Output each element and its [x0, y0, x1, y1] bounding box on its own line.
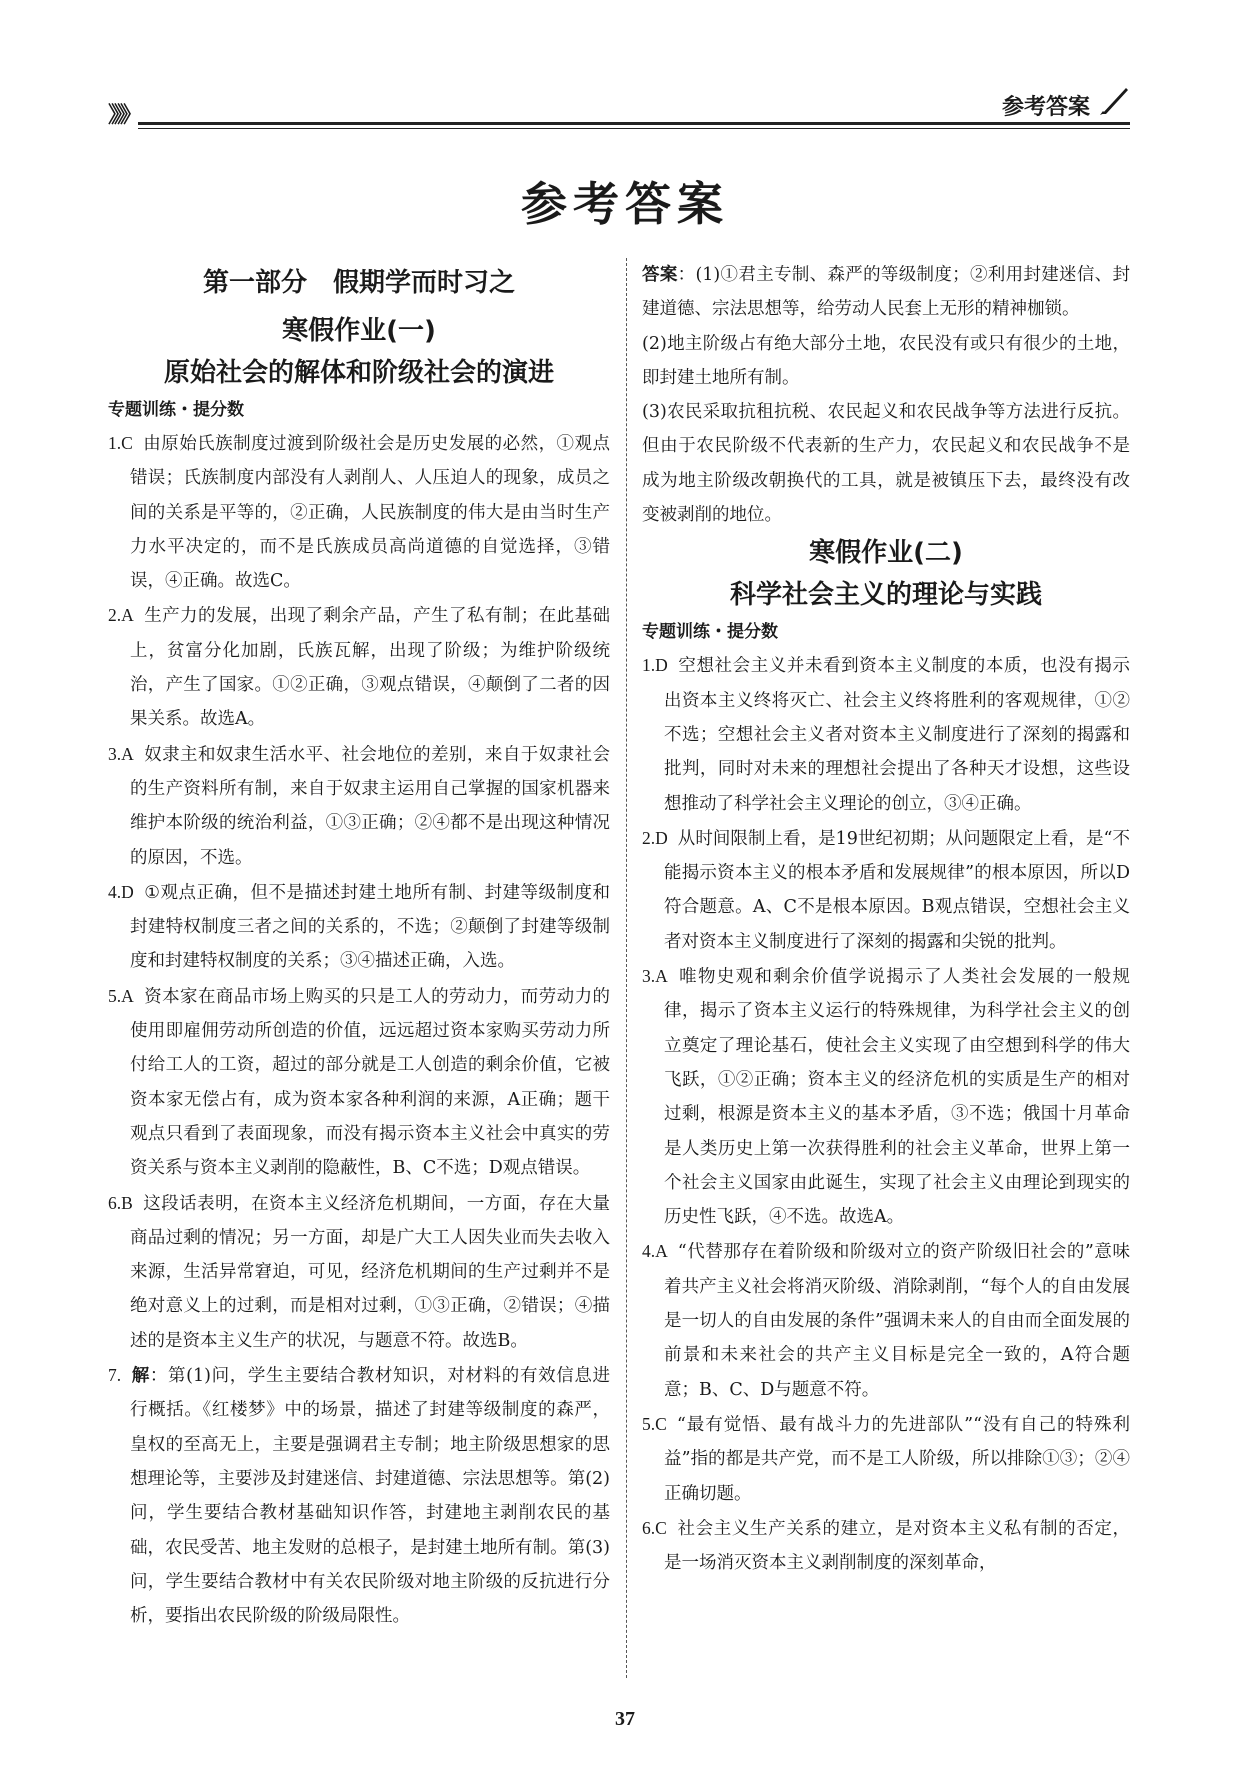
item-text: 由原始氏族制度过渡到阶级社会是历史发展的必然，①观点错误；氏族制度内部没有人剥削人、人压迫人的现象，成员之间的关系是平等的，②正确，人民族制度的伟大是由当时生产力水平决定的，而不是氏族成员高尚道德的自觉选择，③错误，④正确。故选C。 — [130, 434, 610, 592]
answer-item — [642, 1511, 1130, 1581]
topic-title: 科学社会主义的理论与实践 — [729, 580, 1042, 611]
page-header — [108, 84, 1130, 128]
answer-item — [108, 737, 610, 875]
item-text: 生产力的发展，出现了剩余产品，产生了私有制；在此基础上，贫富分化加剧，氏族瓦解，出现了阶级；为维护阶级统治，产生了国家。①②正确，③观点错误，④颠倒了二者的因果关系。故选A。 — [130, 606, 610, 730]
right-column — [642, 258, 1130, 1580]
item-text: 资本家在商品市场上购买的只是工人的劳动力，而劳动力的使用即雇佣劳动所创造的价值，远远超过资本家购买劳动力所付给工人的工资，超过的部分就是工人创造的剩余价值，它被资本家无偿占有，成为资本家各种利润的来源，A正确；题干观点只看到了表面现象，而没有揭示资本主义社会中真实的劳资关系与资本主义剥削的隐蔽性，B、C不选；D观点错误。 — [130, 986, 610, 1179]
answer-item — [642, 1407, 1130, 1511]
item-number: 6.B — [108, 1192, 133, 1213]
answer-item — [642, 821, 1130, 959]
item-text: 这段话表明，在资本主义经济危机期间，一方面，存在大量商品过剩的情况；另一方面，却是广大工人因失业而失去收入来源，生活异常窘迫，可见，经济危机期间的生产过剩并不是绝对意义上的过剩，而是相对过剩，①③正确，②错误；④描述的是资本主义生产的状况，与题意不符。故选B。 — [130, 1193, 610, 1351]
item-number: 2.D — [642, 827, 668, 848]
part-title: 第一部分 假期学而时习之 — [202, 268, 515, 298]
homework-title: 寒假作业(一) — [282, 316, 436, 346]
answer-item — [642, 648, 1130, 820]
header-rule-thin — [138, 128, 1130, 129]
answer-item — [108, 1186, 610, 1358]
item-number: 1.C — [108, 433, 133, 453]
answer-item — [108, 1358, 610, 1633]
answer-item — [108, 426, 610, 598]
item-number: 4.A — [642, 1241, 668, 1262]
answer-text: ：(1)①君主专制、森严的等级制度；②利用封建迷信、封建道德、宗法思想等，给劳动人民套上无形的精神枷锁。 — [642, 265, 1130, 320]
item-text: ：第(1)问，学生主要结合教材知识，对材料的有效信息进行概括。《红楼梦》中的场景，描述了封建等级制度的森严，皇权的至高无上，主要是强调君主专制；地主阶级思想家的思想理论等，主要涉及封建迷信、封建道德、宗法思想等。第(2)问，学生要结合教材基础知识作答，封建地主剥削农民的基础，农民受苦、地主发财的总根子，是封建土地所有制。第(3)问，学生要结合教材中有关农民阶级对地主阶级的反抗进行分析，要指出农民阶级的阶级局限性。 — [130, 1366, 610, 1627]
answer-item — [108, 875, 610, 979]
header-rule — [138, 122, 1130, 125]
item-number: 5.A — [108, 985, 134, 1006]
item-text: “代替那存在着阶级和阶级对立的资产阶级旧社会的”意味着共产主义社会将消灭阶级、消除剥削，“每个人的自由发展是一切人的自由发展的条件”强调未来人的自由而全面发展的前景和未来社会的共产主义目标是完全一致的，A符合题意；B、C、D与题意不符。 — [664, 1242, 1130, 1400]
pen-icon — [1098, 84, 1130, 116]
section-label: 专题训练・提分数 — [642, 622, 778, 643]
answer-item — [108, 598, 610, 736]
column-divider — [626, 258, 627, 1678]
item-text: 空想社会主义并未看到资本主义制度的本质，也没有揭示出资本主义终将灭亡、社会主义终将胜利的客观规律，①②不选；空想社会主义者对资本主义制度进行了深刻的揭露和批判，同时对未来的理想社会提出了各种天才设想，这些设想推动了科学社会主义理论的创立，③④正确。 — [664, 656, 1130, 814]
page-title: 参考答案 — [521, 177, 729, 231]
answer-item — [642, 959, 1130, 1234]
item-number: 4.D — [108, 881, 134, 902]
item-number: 3.A — [108, 743, 134, 764]
item-number: 6.C — [642, 1517, 667, 1538]
answer-paragraph: (3)农民采取抗租抗税、农民起义和农民战争等方法进行反抗。但由于农民阶级不代表新的生产力，农民起义和农民战争不是成为地主阶级改朝换代的工具，就是被镇压下去，最终没有改变被剥削的地位。 — [642, 402, 1130, 526]
item-text: 唯物史观和剩余价值学说揭示了人类社会发展的一般规律，揭示了资本主义运行的特殊规律，为科学社会主义的创立奠定了理论基石，使社会主义实现了由空想到科学的伟大飞跃，①②正确；资本主义的经济危机的实质是生产的相对过剩，根源是资本主义的基本矛盾，③不选；俄国十月革命是人类历史上第一次获得胜利的社会主义革命，世界上第一个社会主义国家由此诞生，实现了社会主义由理论到现实的历史性飞跃，④不选。故选A。 — [664, 967, 1130, 1228]
homework-title: 寒假作业(二) — [809, 538, 963, 569]
left-column — [108, 258, 610, 1633]
answer-label: 答案 — [642, 265, 678, 285]
header-label: 参考答案 — [1001, 95, 1090, 120]
item-number: 5.C — [642, 1413, 667, 1434]
answer-item — [642, 1234, 1130, 1406]
item-text: 从时间限制上看，是19世纪初期；从问题限定上看，是“不能揭示资本主义的根本矛盾和发展规律”的根本原因，所以D符合题意。A、C不是根本原因。B观点错误，空想社会主义者对资本主义制度进行了深刻的揭露和尖锐的批判。 — [664, 828, 1130, 952]
solve-label: 解 — [131, 1366, 150, 1387]
item-text: ①观点正确，但不是描述封建土地所有制、封建等级制度和封建特权制度三者之间的关系的，不选；②颠倒了封建等级制度和封建特权制度的关系；③④描述正确，入选。 — [130, 882, 610, 972]
answer-paragraph: (2)地主阶级占有绝大部分土地，农民没有或只有很少的土地，即封建土地所有制。 — [642, 333, 1130, 388]
item-text: “最有觉悟、最有战斗力的先进部队”“没有自己的特殊利益”指的都是共产党，而不是工人阶级，所以排除①③；②④正确切题。 — [664, 1414, 1130, 1504]
page-number: 37 — [615, 1708, 635, 1730]
item-text: 社会主义生产关系的建立，是对资本主义私有制的否定，是一场消灭资本主义剥削制度的深刻革命， — [664, 1518, 1130, 1574]
item-number: 7. — [108, 1365, 122, 1386]
topic-title: 原始社会的解体和阶级社会的演进 — [163, 358, 554, 388]
section-label: 专题训练・提分数 — [108, 400, 244, 420]
answer-paragraph — [642, 258, 1130, 327]
item-number: 2.A — [108, 605, 134, 626]
item-text: 奴隶主和奴隶生活水平、社会地位的差别，来自于奴隶社会的生产资料所有制，来自于奴隶主运用自己掌握的国家机器来维护本阶级的统治利益，①③正确；②④都不是出现这种情况的原因，不选。 — [130, 744, 610, 868]
chevron-icon: 》》》 — [108, 103, 138, 128]
answer-item — [108, 979, 610, 1186]
item-number: 1.D — [642, 655, 668, 676]
item-number: 3.A — [642, 966, 668, 987]
